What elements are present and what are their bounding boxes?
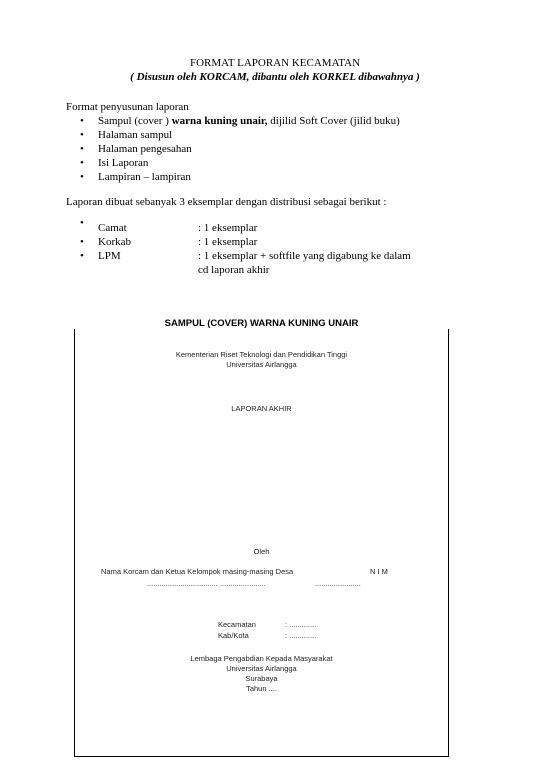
recipient-name: LPM [98,250,121,262]
cover-ministry: Kementerian Riset Teknologi dan Pendidikan Tinggi [175,350,348,359]
distribution-intro: Laporan dibuat sebanyak 3 eksemplar dengan distribusi sebagai berikut : [66,196,387,208]
bullet-icon: • [80,250,84,262]
bullet-icon: • [80,236,84,248]
bullet-icon: • [80,171,84,183]
bullet-icon: • [80,143,84,155]
recipient-name: Korkab [98,236,131,248]
item-text: Sampul (cover ) [98,115,172,127]
recipient-name: Camat [98,222,127,234]
cover-nim-label: N I M [370,567,388,576]
bullet-icon: • [80,157,84,169]
cover-by: Oleh [253,547,270,556]
distribution-continuation: cd laporan akhir [198,264,270,276]
item-text: dijilid Soft Cover (jilid buku) [267,115,400,127]
format-intro: Format penyusunan laporan [66,101,189,113]
page-title: FORMAT LAPORAN KECAMATAN [189,57,361,69]
bullet-icon: • [80,115,84,127]
cover-year: Tahun .... [246,684,277,693]
cover-heading: SAMPUL (COVER) WARNA KUNING UNAIR [74,318,449,329]
cover-kabkota-value: : ............. [285,631,317,640]
cover-university: Universitas Airlangga [226,360,297,369]
cover-kabkota-label: Kab/Kota [218,631,249,640]
recipient-copies: : 1 eksemplar [198,222,258,234]
recipient-copies: : 1 eksemplar [198,236,258,248]
cover-institution: Lembaga Pengabdian Kepada Masyarakat [190,654,333,663]
cover-city: Surabaya [245,674,278,683]
cover-institution-university: Universitas Airlangga [226,664,297,673]
page-subtitle: ( Disusun oleh KORCAM, dibantu oleh KORKEL dibawahnya ) [130,71,420,83]
item-text: Halaman sampul [98,129,173,141]
item-text: Lampiran – lampiran [98,171,191,183]
cover-kecamatan-value: : ............. [285,620,317,629]
cover-kecamatan-label: Kecamatan [218,620,256,629]
cover-report-title: LAPORAN AKHIR [231,404,292,413]
item-text: Halaman pengesahan [98,143,192,155]
cover-nim-dots: ...................... [315,579,361,588]
cover-names-dots: .................................. ...................... [147,579,266,588]
bullet-icon: • [80,129,84,141]
item-bold-text: warna kuning unair, [171,115,268,127]
bullet-icon: • [80,217,84,229]
recipient-copies: : 1 eksemplar + softfile yang digabung ke dalam [198,250,411,262]
cover-names-label: Nama Korcam dan Ketua Kelompok masing-masing Desa [101,567,294,576]
item-text: Isi Laporan [98,157,149,169]
